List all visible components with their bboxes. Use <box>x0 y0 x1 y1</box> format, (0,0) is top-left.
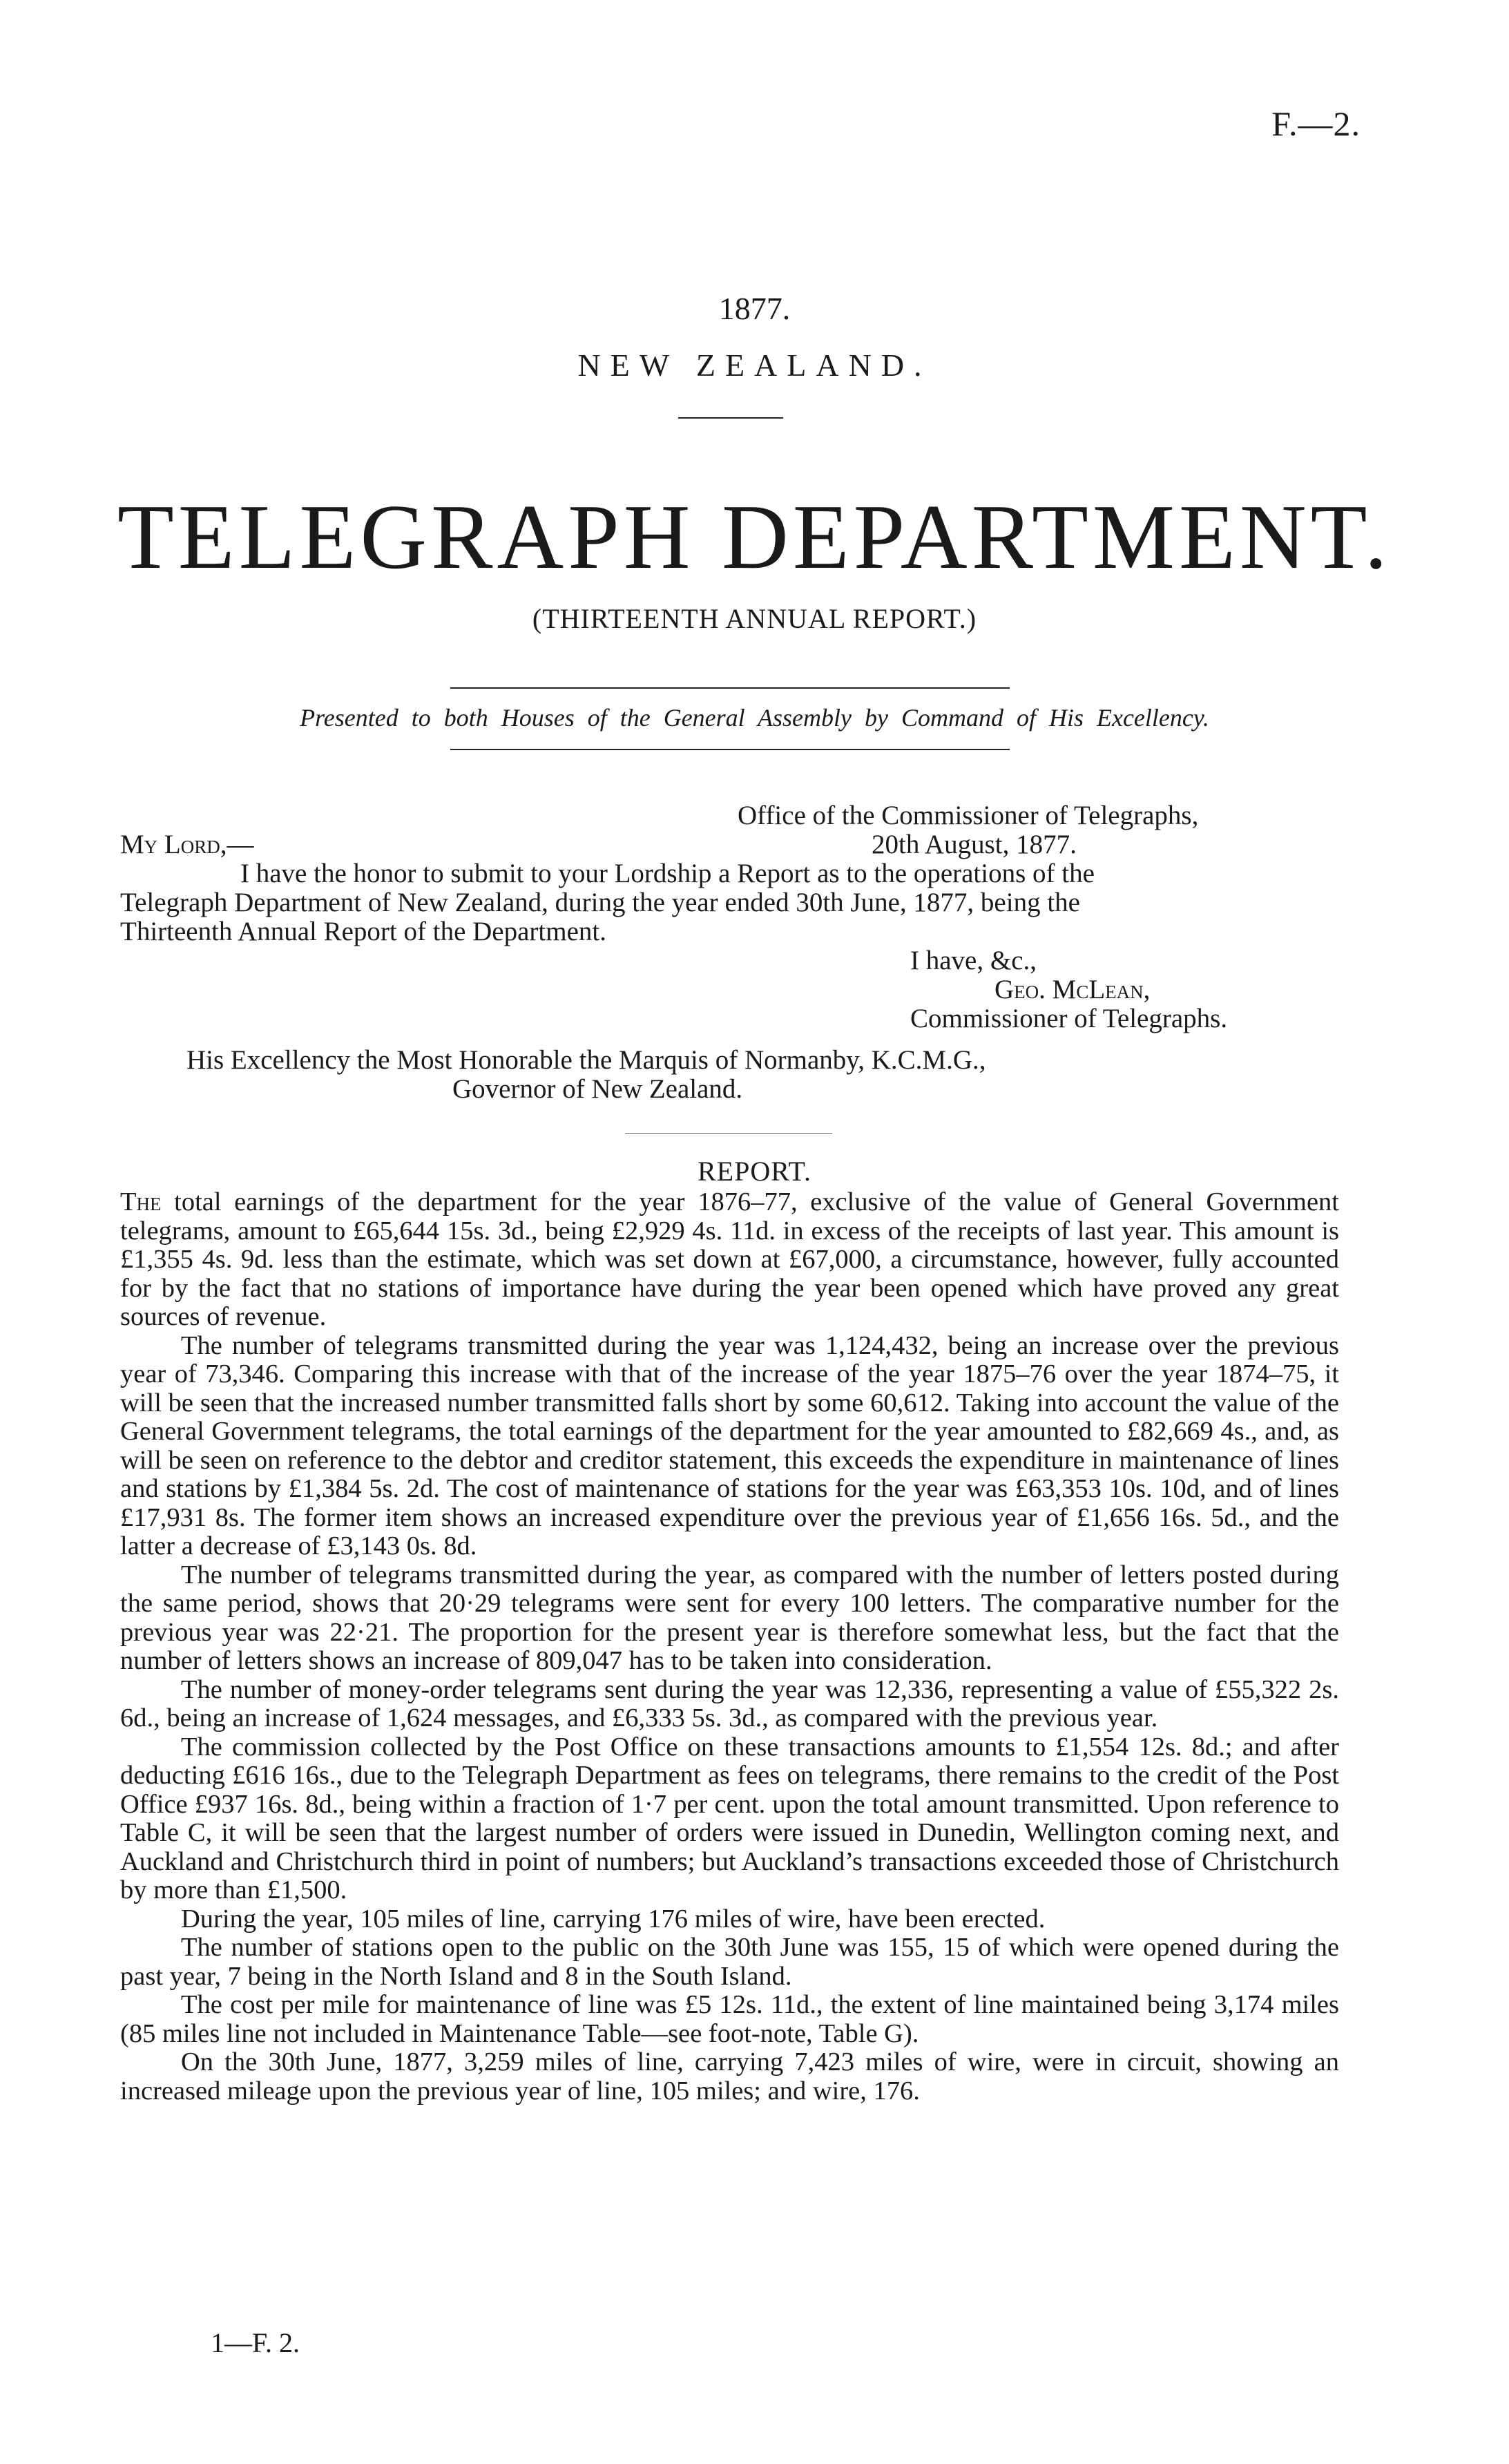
report-paragraph-1 <box>120 1188 1339 1332</box>
paper-reference: F.—2. <box>1271 104 1361 143</box>
addressee-line-2: Governor of New Zealand. <box>452 1074 743 1104</box>
divider-above-presented <box>450 687 1010 689</box>
letter-closing: I have, &c., <box>910 946 1037 975</box>
divider-below-presented <box>450 749 1010 750</box>
paragraph-text: total earnings of the department for the year 1876–77, exclusive of the value of General Government telegrams, amount to £65,644 15s. 3d., being £2,929 4s. 11d. in excess of the receipts of last year. This amount is £1,355 4s. 9d. less than the estimate, which was set down at £67,000, a circumstance, however, fully accounted for by the fact that no stations of importance have during the year been opened which have proved any great sources of revenue. <box>120 1187 1340 1331</box>
divider-before-report <box>625 1133 832 1134</box>
report-paragraph-8: The cost per mile for maintenance of line was £5 12s. 11d., the extent of line maintained being 3,174 miles (85 miles line not included in Maintenance Table—see foot-note, Table G). <box>120 1990 1339 2048</box>
document-title: TELEGRAPH DEPARTMENT. <box>117 486 1392 588</box>
page-footer-reference: 1—F. 2. <box>211 2327 300 2358</box>
report-paragraph-7: The number of stations open to the public on the 30th June was 155, 15 of which were opened during the past year, 7 being in the North Island and 8 in the South Island. <box>120 1933 1339 1991</box>
report-paragraph-4: The number of money-order telegrams sent during the year was 12,336, representing a value of £55,322 2s. 6d., being an increase of 1,624 messages, and £6,333 5s. 3d., as compared with the previous year. <box>120 1674 1339 1732</box>
report-body <box>120 1188 1339 2105</box>
report-paragraph-2: The number of telegrams transmitted during the year was 1,124,432, being an increase over the previous year of 73,346. Comparing this increase with that of the increase of the year 1875–76 over the year 1874–75, it will be seen that the increased number transmitted falls short by some 60,612. Taking into account the value of the General Government telegrams, the total earnings of the department for the year amounted to £82,669 4s., and, as will be seen on reference to the debtor and creditor statement, this exceeds the expenditure in maintenance of lines and stations by £1,384 5s. 2d. The cost of maintenance of stations for the year was £63,353 10s. 10d, and of lines £17,931 8s. The former item shows an increased expenditure over the previous year of £1,656 16s. 5d., and the latter a decrease of £3,143 0s. 8d. <box>120 1330 1339 1560</box>
presentation-note: Presented to both Houses of the General Assembly by Command of His Excellency. <box>300 704 1209 732</box>
salutation: My Lord,— <box>120 830 254 859</box>
letter-body-line-2: Telegraph Department of New Zealand, during the year ended 30th June, 1877, being the <box>120 888 1080 917</box>
country-name: NEW ZEALAND. <box>577 347 932 383</box>
report-paragraph-6: During the year, 105 miles of line, carrying 176 miles of wire, have been erected. <box>181 1904 1046 1933</box>
report-year: 1877. <box>718 291 791 326</box>
report-paragraph-3: The number of telegrams transmitted during the year, as compared with the number of letters posted during the same period, shows that 20·29 telegrams were sent for every 100 letters. The comparative number for the previous year was 22·21. The proportion for the present year is therefore somewhat less, but the fact that the number of letters shows an increase of 809,047 has to be taken into consideration. <box>120 1560 1339 1675</box>
letter-body-line-1: I have the honor to submit to your Lordship a Report as to the operations of the <box>240 859 1095 888</box>
report-paragraph-9: On the 30th June, 1877, 3,259 miles of line, carrying 7,423 miles of wire, were in circuit, showing an increased mileage upon the previous year of line, 105 miles; and wire, 176. <box>120 2047 1339 2105</box>
divider-short <box>678 417 783 419</box>
signature: Geo. McLean, <box>994 975 1151 1004</box>
office-line: Office of the Commissioner of Telegraphs, <box>738 801 1199 830</box>
report-paragraph-5: The commission collected by the Post Office on these transactions amounts to £1,554 12s. 8d.; and after deducting £616 16s., due to the Telegraph Department as fees on telegrams, there remains to the credit of the Post Office £937 16s. 8d., being within a fraction of 1·7 per cent. upon the total amount transmitted. Upon reference to Table C, it will be seen that the largest number of orders were issued in Dunedin, Wellington coming next, and Auckland and Christchurch third in point of numbers; but Auckland’s transactions exceeded those of Christchurch by more than £1,500. <box>120 1732 1339 1904</box>
letter-body-line-3: Thirteenth Annual Report of the Department. <box>120 917 606 946</box>
letter-date: 20th August, 1877. <box>872 830 1077 859</box>
report-heading: REPORT. <box>698 1156 811 1187</box>
signatory-title: Commissioner of Telegraphs. <box>910 1004 1228 1033</box>
paragraph-lead-word: The <box>120 1187 162 1216</box>
document-subtitle: (THIRTEENTH ANNUAL REPORT.) <box>532 603 977 634</box>
addressee-line-1: His Excellency the Most Honorable the Marquis of Normanby, K.C.M.G., <box>186 1045 986 1075</box>
